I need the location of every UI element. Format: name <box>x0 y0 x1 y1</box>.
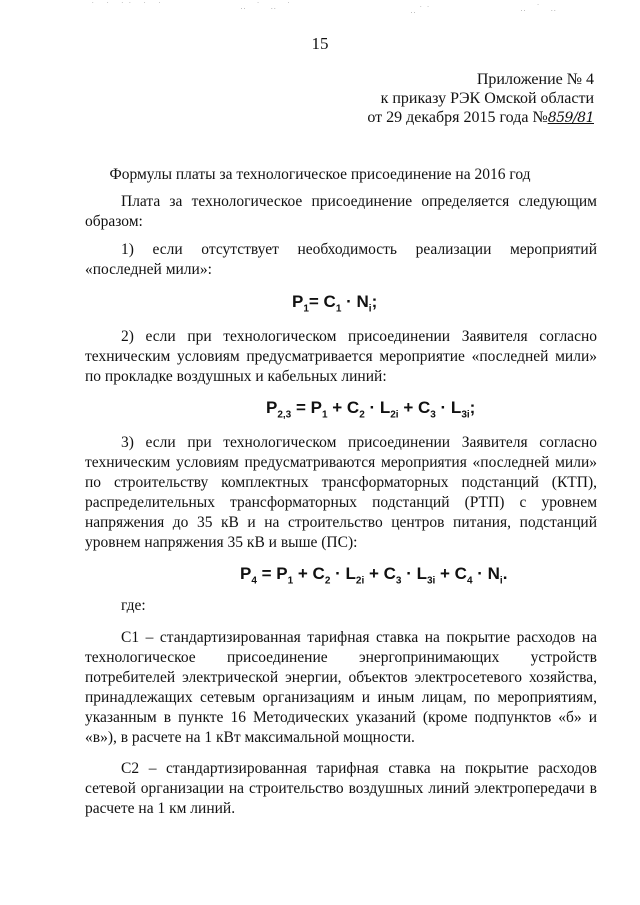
f2-c2-sub: 2 <box>359 409 365 421</box>
f3-lhs: P <box>240 564 252 583</box>
f3-l3-sub: 3i <box>426 575 436 587</box>
f3-c4-sub: 4 <box>466 575 473 587</box>
f2-l2: · L <box>364 398 391 417</box>
scan-noise: ‥ ˙ ‥ ˙ <box>240 2 294 12</box>
f2-l3-sub: 3i <box>461 409 470 421</box>
f1-rhs-sub: 1 <box>335 303 342 315</box>
f2-c2: + C <box>327 398 360 417</box>
appendix-date-text: от 29 декабря 2015 года № <box>367 109 548 126</box>
f3-c2: + C <box>293 564 325 583</box>
f2-c3-sub: 3 <box>430 409 436 421</box>
f3-c2-sub: 2 <box>324 575 331 587</box>
f3-l2: · L <box>330 564 356 583</box>
f1-lhs: P <box>292 292 304 311</box>
f3-lhs-sub: 4 <box>251 575 257 587</box>
f2-p1: = P <box>291 398 322 417</box>
appendix-date <box>367 108 594 128</box>
f2-c3: + C <box>398 398 431 417</box>
f1-tail: · N <box>341 292 369 311</box>
f1-tail-sub: i <box>368 303 372 315</box>
appendix-order: к приказу РЭК Омской области <box>380 90 594 107</box>
formula-2 <box>266 398 475 420</box>
f3-c4: + C <box>435 564 467 583</box>
f3-n: · N <box>472 564 500 583</box>
handwritten-order-number: 859/81 <box>547 110 594 126</box>
c1-definition: С1 – стандартизированная тарифная ставка на покрытие расходов на технологическое присоединение энергопринимающих устройств потребителей электрической энергии, объектов электросетевого хозяйства, принадлежащих сетевым организациям и иным лицам, по мероприятиям, указанным в пункте 16 Методических указаний (кроме подпунктов «б» и «в»), в расчете на 1 кВт максимальной мощности. <box>85 629 597 746</box>
f2-p1-sub: 1 <box>321 409 328 421</box>
item-3: 3) если при технологическом присоединении Заявителя согласно техническим условиям предусматриваются мероприятия «последней мили» по строительству комплектных трансформаторных подстанций (КТП), распределительных трансформаторных подстанций (РТП) с уровнем напряжения до 35 кВ и на строительство центров питания, подстанций уровнем напряжения 35 кВ и выше (ПС): <box>85 434 597 551</box>
f3-n-sub: i <box>499 575 503 587</box>
item-2: 2) если при технологическом присоединении Заявителя согласно техническим условиям предусматривается мероприятие «последней мили» по прокладке воздушных и кабельных линий: <box>85 328 597 385</box>
formula-3 <box>240 564 507 586</box>
scan-noise: ˙ ˙ ˙˙ ˙ ˙ <box>90 2 165 12</box>
f1-end: ; <box>371 292 378 311</box>
f2-l3: · L <box>435 398 462 417</box>
f2-lhs: P <box>266 398 278 417</box>
item-1: 1) если отсутствует необходимость реализации мероприятий «последней мили»: <box>85 241 597 278</box>
intro-paragraph: Плата за технологическое присоединение определяется следующим образом: <box>85 193 597 230</box>
c2-definition: С2 – стандартизированная тарифная ставка на покрытие расходов сетевой организации на строительство воздушных линий электропередачи в расчете на 1 км линий. <box>85 760 597 817</box>
f2-end: ; <box>469 398 476 417</box>
f3-c3: + C <box>364 564 396 583</box>
document-title: Формулы платы за технологическое присоединение на 2016 год <box>109 166 531 183</box>
page-number: 15 <box>311 34 329 53</box>
f3-l2-sub: 2i <box>355 575 365 587</box>
f3-p1-sub: 1 <box>287 575 294 587</box>
f3-end: . <box>502 564 508 583</box>
f2-lhs-sub: 2,3 <box>277 409 292 421</box>
f2-l2-sub: 2i <box>390 409 399 421</box>
formula-1 <box>292 292 377 314</box>
appendix-header <box>367 70 594 128</box>
f3-l3: · L <box>401 564 427 583</box>
f3-p1: = P <box>256 564 288 583</box>
scan-noise: ‥ ˙ ‥ <box>520 4 559 14</box>
f1-lhs-sub: 1 <box>303 303 309 315</box>
scan-noise: ‥˙˙ <box>410 6 433 16</box>
f1-rhs: = C <box>308 292 336 311</box>
appendix-title: Приложение № 4 <box>476 71 594 88</box>
f3-c3-sub: 3 <box>395 575 402 587</box>
where-label: где: <box>121 597 146 614</box>
